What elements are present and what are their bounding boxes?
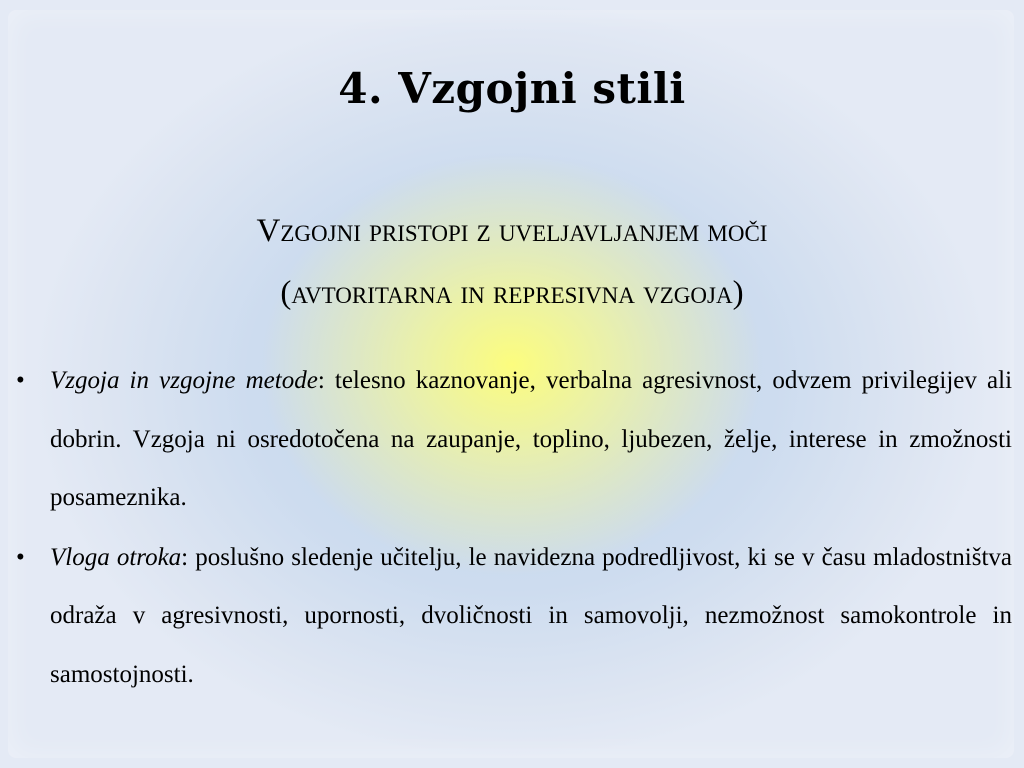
subtitle-line-2: (avtoritarna in represivna vzgoja)	[280, 275, 744, 311]
subtitle-line-1: Vzgojni pristopi z uveljavljanjem moči	[256, 213, 768, 249]
bullet-text: : poslušno sledenje učitelju, le navidezna podredljivost, ki se v času mladostništva odraža v agresivnosti, upornosti, dvoličnosti in samovolji, nezmožnost samokontrole in samostojnosti.	[50, 543, 1012, 688]
bullet-text: : telesno kaznovanje, verbalna agresivnost, odvzem privilegijev ali dobrin. Vzgoja ni osredotočena na zaupanje, toplino, ljubezen, želje, interese in zmožnosti posameznika.	[50, 367, 1013, 511]
slide-title: 4. Vzgojni stili	[338, 64, 686, 113]
bullet-item	[12, 352, 1012, 528]
bullet-lead: Vloga otroka	[50, 543, 182, 571]
slide-subtitle	[60, 200, 964, 324]
bullet-item	[12, 529, 1012, 705]
bullet-symbol: •	[16, 367, 25, 394]
bullet-list	[12, 352, 1012, 705]
bullet-symbol: •	[16, 543, 25, 571]
bullet-lead: Vzgoja in vzgojne metode	[50, 367, 318, 394]
